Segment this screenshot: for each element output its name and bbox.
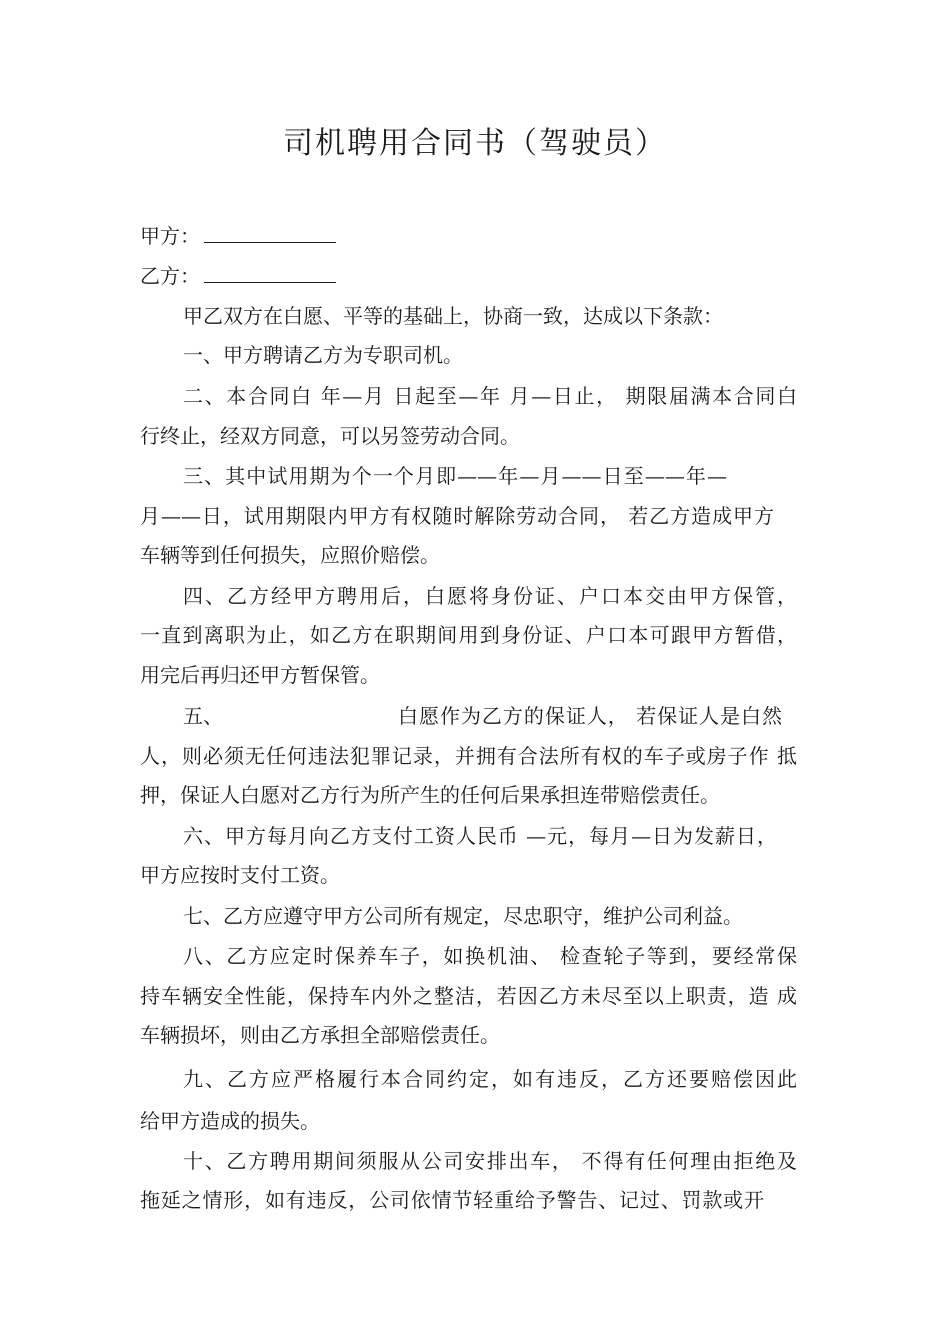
party-a-blank — [204, 222, 336, 243]
clause-8-line-2: 持车辆安全性能，保持车内外之整洁，若因乙方未尽至以上职责，造 成 — [140, 984, 797, 1008]
document-title: 司机聘用合同书（驾驶员） — [283, 126, 667, 161]
clause-8-line-3: 车辆损坏，则由乙方承担全部赔偿责任。 — [140, 1023, 500, 1047]
clause-3-line-1: 三、其中试用期为个一个月即——年—月——日至——年— — [183, 464, 727, 488]
party-b-line — [140, 262, 336, 289]
preamble: 甲乙双方在白愿、平等的基础上，协商一致，达成以下条款： — [183, 304, 723, 328]
party-b-label: 乙方： — [140, 264, 200, 288]
clause-5-number: 五、 — [183, 704, 223, 728]
clause-1: 一、甲方聘请乙方为专职司机。 — [183, 343, 463, 367]
clause-10-line-1: 十、乙方聘用期间须服从公司安排出车， 不得有任何理由拒绝及 — [183, 1149, 797, 1173]
clause-2-line-1: 二、本合同白 年—月 日起至—年 月—日止， 期限届满本合同白 — [183, 384, 797, 408]
clause-10-line-2: 拖延之情形，如有违反，公司依情节轻重给予警告、记过、罚款或开 — [140, 1188, 764, 1212]
clause-6-line-2: 甲方应按时支付工资。 — [140, 863, 340, 887]
clause-8-line-1: 八、乙方应定时保养车子，如换机油、 检查轮子等到，要经常保 — [183, 944, 797, 968]
clause-7: 七、乙方应遵守甲方公司所有规定，尽忠职守，维护公司利益。 — [183, 904, 743, 928]
clause-2-line-2: 行终止，经双方同意，可以另签劳动合同。 — [140, 424, 520, 448]
party-a-label: 甲方： — [140, 224, 200, 248]
clause-3-line-2: 月——日，试用期限内甲方有权随时解除劳动合同， 若乙方造成甲方 — [140, 504, 774, 528]
clause-4-line-2: 一直到离职为止，如乙方在职期间用到身份证、户口本可跟甲方暂借， — [140, 623, 797, 647]
party-a-line — [140, 222, 336, 249]
clause-9-line-2: 给甲方造成的损失。 — [140, 1109, 320, 1133]
clause-9-line-1: 九、乙方应严格履行本合同约定，如有违反，乙方还要赔偿因此 — [183, 1067, 797, 1091]
clause-3-line-3: 车辆等到任何损失，应照价赔偿。 — [140, 543, 440, 567]
clause-5-line-1: 白愿作为乙方的保证人， 若保证人是白然 — [398, 704, 782, 728]
clause-4-line-1: 四、乙方经甲方聘用后，白愿将身份证、户口本交由甲方保管， — [183, 584, 797, 608]
clause-4-line-3: 用完后再归还甲方暂保管。 — [140, 663, 380, 687]
clause-5-line-3: 押，保证人白愿对乙方行为所产生的任何后果承担连带赔偿责任。 — [140, 783, 720, 807]
clause-5-line-2: 人，则必须无任何违法犯罪记录，并拥有合法所有权的车子或房子作 抵 — [140, 744, 797, 768]
party-b-blank — [204, 262, 336, 283]
clause-6-line-1: 六、甲方每月向乙方支付工资人民币 —元，每月—日为发薪日， — [183, 824, 777, 848]
